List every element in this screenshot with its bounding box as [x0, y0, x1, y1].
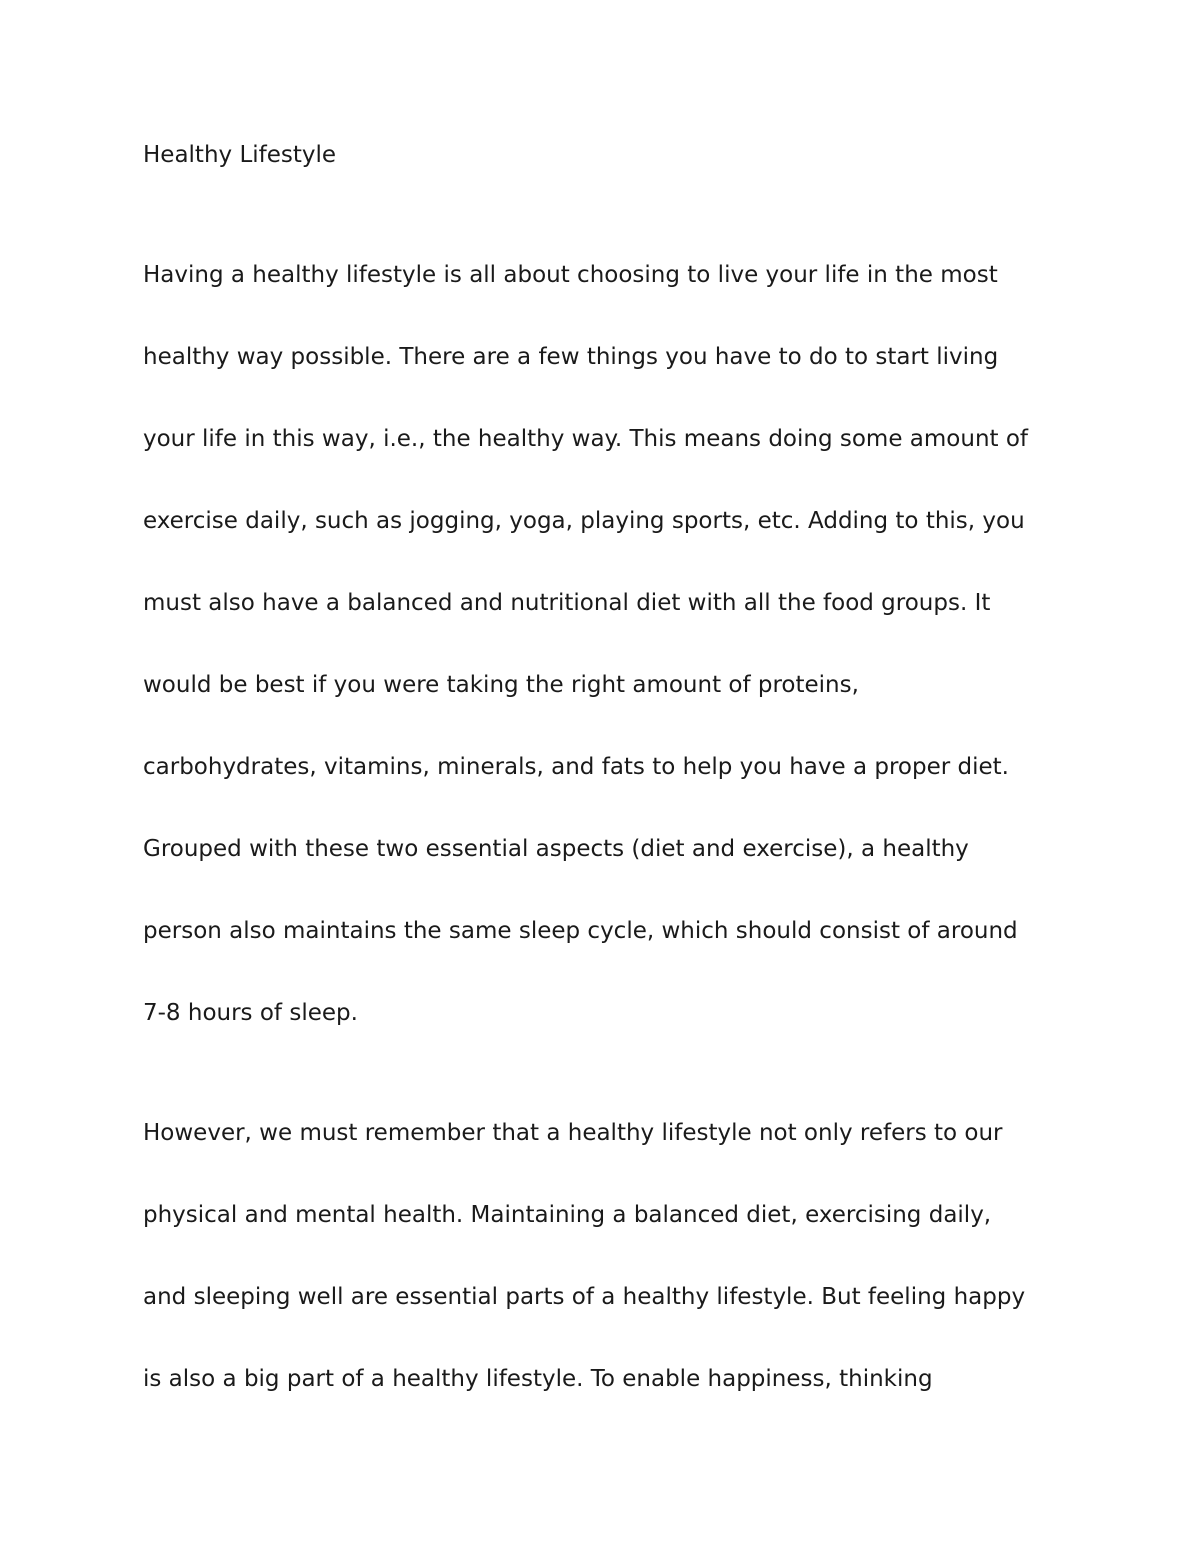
text-line: exercise daily, such as jogging, yoga, playing sports, etc. Adding to this, you	[143, 508, 1025, 534]
text-line: and sleeping well are essential parts of a healthy lifestyle. But feeling happy	[143, 1284, 1026, 1310]
paragraph-2	[143, 1118, 1025, 1446]
text-line: carbohydrates, vitamins, minerals, and fats to help you have a proper diet.	[143, 754, 1009, 780]
text-line: your life in this way, i.e., the healthy way. This means doing some amount of	[143, 426, 1029, 452]
text-line: would be best if you were taking the right amount of proteins,	[143, 672, 859, 698]
document-title: Healthy Lifestyle	[143, 142, 337, 168]
text-line: person also maintains the same sleep cycle, which should consist of around	[143, 918, 1018, 944]
paragraph-1	[143, 260, 1028, 1080]
text-line: must also have a balanced and nutritional diet with all the food groups. It	[143, 590, 991, 616]
text-line: Having a healthy lifestyle is all about choosing to live your life in the most	[143, 262, 998, 288]
text-line: is also a big part of a healthy lifestyle. To enable happiness, thinking	[143, 1366, 933, 1392]
text-line: physical and mental health. Maintaining a balanced diet, exercising daily,	[143, 1202, 992, 1228]
text-line: 7-8 hours of sleep.	[143, 1000, 358, 1026]
text-line: However, we must remember that a healthy lifestyle not only refers to our	[143, 1120, 1003, 1146]
text-line: Grouped with these two essential aspects (diet and exercise), a healthy	[143, 836, 969, 862]
text-line: healthy way possible. There are a few things you have to do to start living	[143, 344, 999, 370]
